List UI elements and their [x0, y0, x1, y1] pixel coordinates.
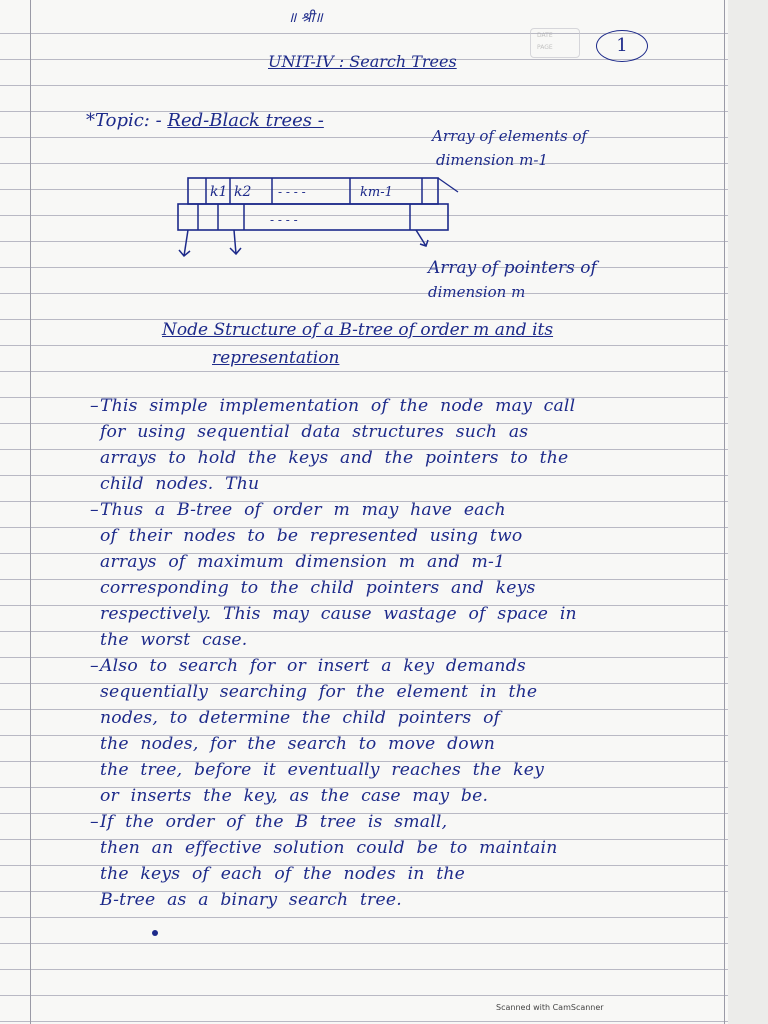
elements-array-label: [432, 124, 587, 172]
note-line: Thus a B-tree of order m may have each: [100, 500, 506, 520]
key-label-ellipsis: - - - -: [278, 185, 306, 199]
pointers-array-label-line1: Array of pointers of: [428, 258, 597, 278]
note-line: If the order of the B tree is small,: [100, 812, 448, 832]
notes-body: [90, 393, 690, 913]
node-structure-title-line2: representation: [212, 348, 340, 368]
left-margin-line: [30, 0, 31, 1024]
topic-value: Red-Black trees -: [167, 110, 324, 131]
note-paragraph-3: [90, 653, 690, 809]
note-paragraph-2: [90, 497, 690, 653]
note-line: arrays to hold the keys and the pointers to the: [100, 448, 569, 468]
key-label-k2: k2: [234, 184, 252, 200]
unit-title: UNIT-IV : Search Trees: [268, 52, 457, 71]
btree-node-diagram: [170, 170, 460, 270]
page-box-label: PAGE: [537, 44, 553, 51]
topic-heading: [86, 110, 324, 131]
date-page-box: [530, 28, 580, 58]
note-line: the tree, before it eventually reaches the key: [100, 760, 545, 780]
top-invocation-mark: ॥ श्री॥: [288, 10, 323, 26]
node-structure-title-line1: Node Structure of a B-tree of order m and its: [162, 320, 554, 340]
note-line: sequentially searching for the element in the: [100, 682, 538, 702]
pointer-array-dashes: - - - -: [270, 213, 298, 227]
note-line: the nodes, for the search to move down: [100, 734, 496, 754]
note-paragraph-1: [90, 393, 690, 497]
note-line: This simple implementation of the node may call: [100, 396, 576, 416]
note-line: nodes, to determine the child pointers of: [100, 708, 501, 728]
right-margin-line: [724, 0, 725, 1024]
pointers-array-label: [428, 256, 597, 304]
bullet-dash: –: [90, 656, 99, 676]
note-line: corresponding to the child pointers and keys: [100, 578, 536, 598]
note-line: of their nodes to be represented using two: [100, 526, 523, 546]
note-line: arrays of maximum dimension m and m-1: [100, 552, 506, 572]
elements-array-label-line2: dimension m-1: [436, 151, 548, 169]
note-line: the keys of each of the nodes in the: [100, 864, 465, 884]
bullet-dash: –: [90, 396, 99, 416]
node-structure-title: [162, 316, 553, 372]
note-line: respectively. This may cause wastage of space in: [100, 604, 577, 624]
date-box-label: DATE: [537, 32, 553, 39]
key-label-k1: k1: [210, 184, 228, 200]
note-line: for using sequential data structures such as: [100, 422, 529, 442]
note-line: Also to search for or insert a key demands: [100, 656, 526, 676]
note-line: or inserts the key, as the case may be.: [100, 786, 489, 806]
elements-array-label-line1: Array of elements of: [432, 127, 588, 145]
note-line: B-tree as a binary search tree.: [100, 890, 402, 910]
pointers-array-label-line2: dimension m: [428, 283, 526, 301]
note-paragraph-4: [90, 809, 690, 913]
key-label-km-1: km-1: [360, 185, 393, 200]
note-line: the worst case.: [100, 630, 248, 650]
note-line: then an effective solution could be to maintain: [100, 838, 558, 858]
child-pointer-arrows: [179, 230, 428, 256]
topic-prefix: *Topic: -: [86, 110, 162, 131]
ink-dot: [152, 930, 158, 936]
page-edge: [728, 0, 768, 1024]
page-number: 1: [596, 30, 648, 62]
bullet-dash: –: [90, 500, 99, 520]
note-line: child nodes. Thu: [100, 474, 260, 494]
bullet-dash: –: [90, 812, 99, 832]
scanner-watermark: Scanned with CamScanner: [496, 1003, 604, 1012]
